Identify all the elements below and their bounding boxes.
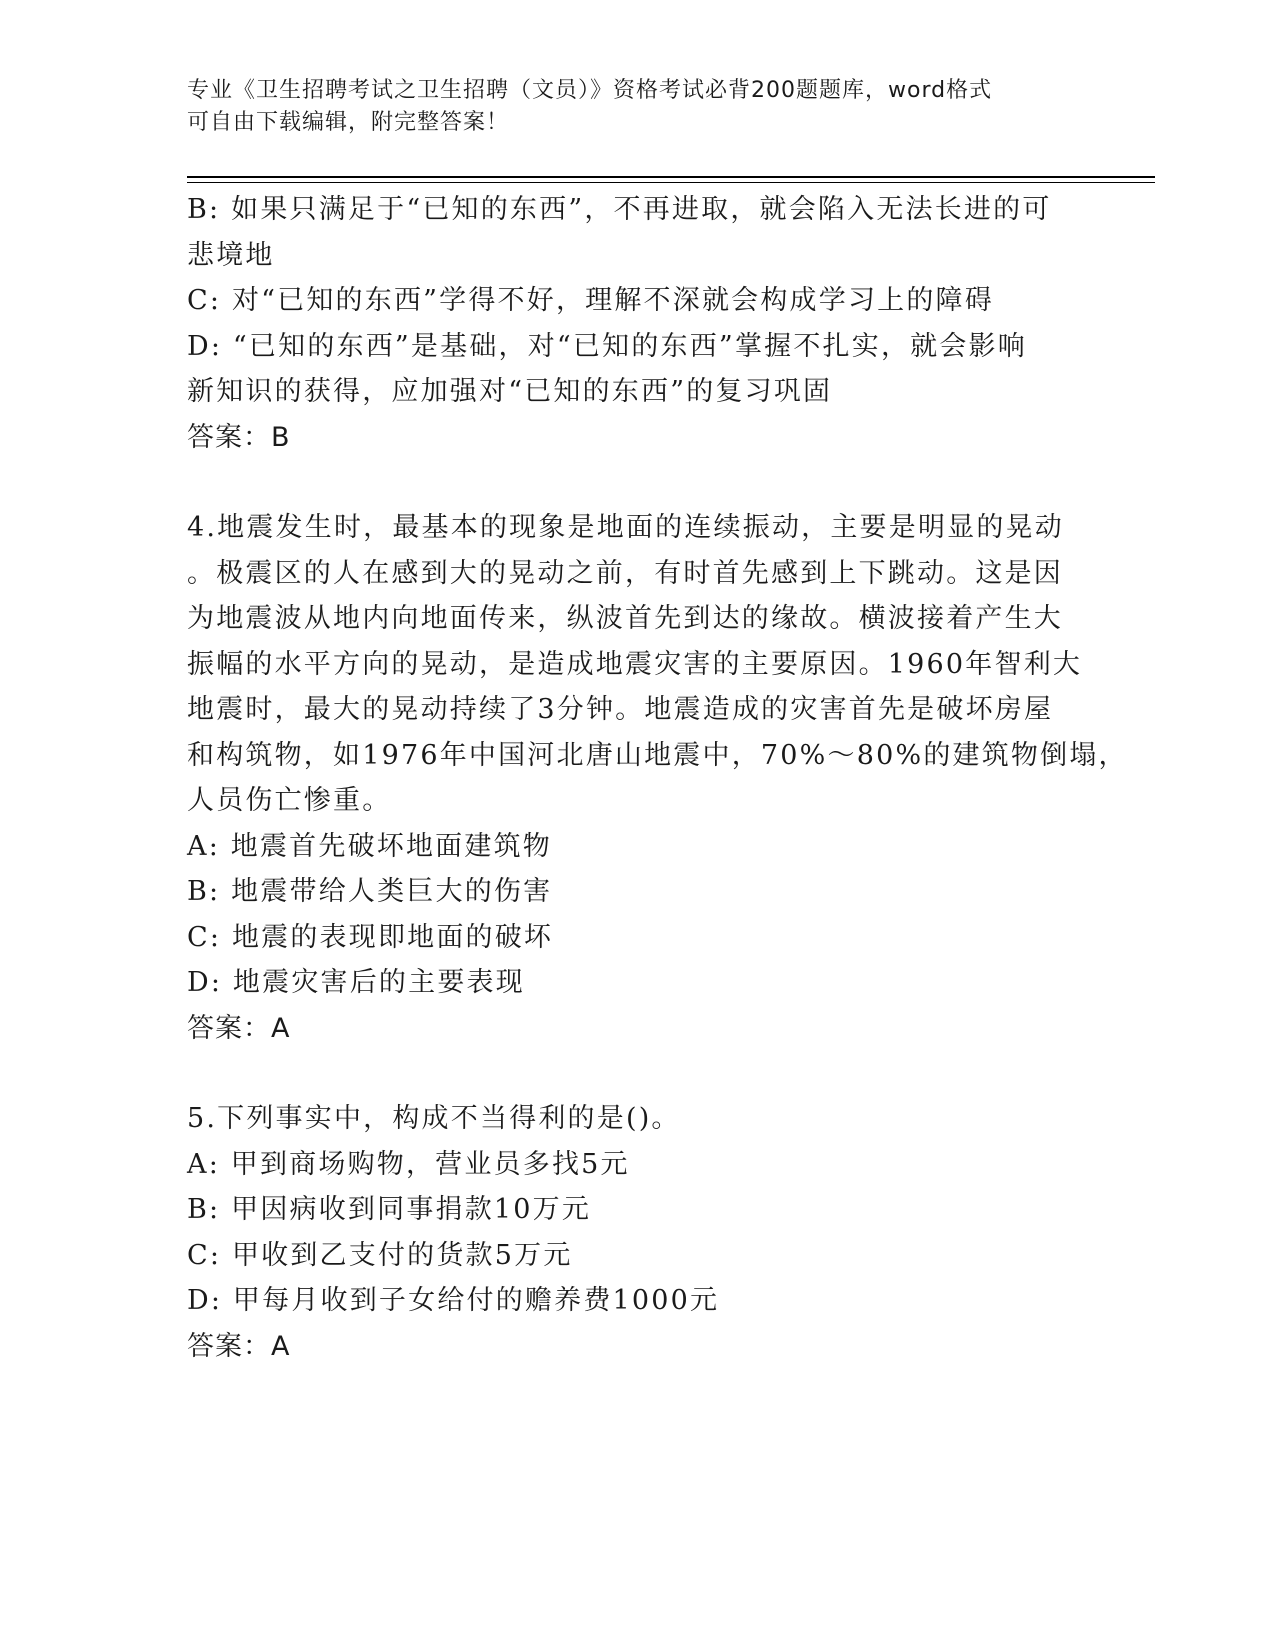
q4-answer: 答案：A	[187, 1012, 291, 1044]
q4-stem-line-6: 和构筑物，如1976年中国河北唐山地震中，70%～80%的建筑物倒塌，	[187, 739, 1128, 771]
q4-option-a: A: 地震首先破坏地面建筑物	[187, 830, 552, 862]
question-4	[187, 505, 1128, 1051]
q4-option-d: D: 地震灾害后的主要表现	[187, 967, 525, 998]
q3-option-c: C: 对“已知的东西”学得不好，理解不深就会构成学习上的障碍	[187, 285, 994, 316]
q5-option-c: C: 甲收到乙支付的货款5万元	[187, 1239, 573, 1271]
question-5	[187, 1096, 1087, 1369]
q5-option-d: D: 甲每月收到子女给付的赡养费1000元	[187, 1285, 720, 1316]
q4-stem-line-7: 人员伤亡惨重。	[187, 785, 392, 816]
header-rule-thin	[187, 182, 1155, 183]
q4-stem-line-3: 为地震波从地内向地面传来，纵波首先到达的缘故。横波接着产生大	[187, 603, 1063, 634]
q5-stem: 5.下列事实中，构成不当得利的是()。	[187, 1103, 681, 1134]
q3-answer: 答案：B	[187, 421, 291, 453]
q5-option-a: A: 甲到商场购物，营业员多找5元	[187, 1148, 630, 1180]
header-title-line-1: 专业《卫生招聘考试之卫生招聘（文员）》资格考试必背200题题库，word格式	[187, 78, 993, 103]
header-rule-thick	[187, 176, 1155, 178]
q3-option-d-line-2: 新知识的获得，应加强对“已知的东西”的复习巩固	[187, 376, 833, 407]
spacer	[187, 460, 1087, 505]
q4-stem-line-2: 。极震区的人在感到大的晃动之前，有时首先感到上下跳动。这是因	[187, 557, 1063, 589]
q5-option-b: B: 甲因病收到同事捐款10万元	[187, 1194, 592, 1225]
q3-option-b-line-1: B: 如果只满足于“已知的东西”，不再进取，就会陷入无法长进的可	[187, 194, 1052, 225]
q4-stem-line-1: 4.地震发生时，最基本的现象是地面的连续振动，主要是明显的晃动	[187, 512, 1064, 543]
q4-stem-line-4: 振幅的水平方向的晃动，是造成地震灾害的主要原因。1960年智利大	[187, 648, 1083, 680]
header-title-line-2: 可自由下载编辑，附完整答案！	[187, 110, 510, 135]
q5-answer: 答案：A	[187, 1330, 291, 1362]
q3-option-d-line-1: D: “已知的东西”是基础，对“已知的东西”掌握不扎实，就会影响	[187, 330, 1027, 362]
q3-option-b-line-2: 悲境地	[187, 239, 275, 271]
spacer	[187, 1051, 1087, 1096]
q4-stem-line-5: 地震时，最大的晃动持续了3分钟。地震造成的灾害首先是破坏房屋	[187, 694, 1054, 725]
question-3	[187, 187, 1087, 460]
q4-option-b: B: 地震带给人类巨大的伤害	[187, 876, 553, 907]
q4-option-c: C: 地震的表现即地面的破坏	[187, 921, 554, 953]
document-header	[187, 75, 1067, 139]
question-body	[187, 187, 1128, 1369]
